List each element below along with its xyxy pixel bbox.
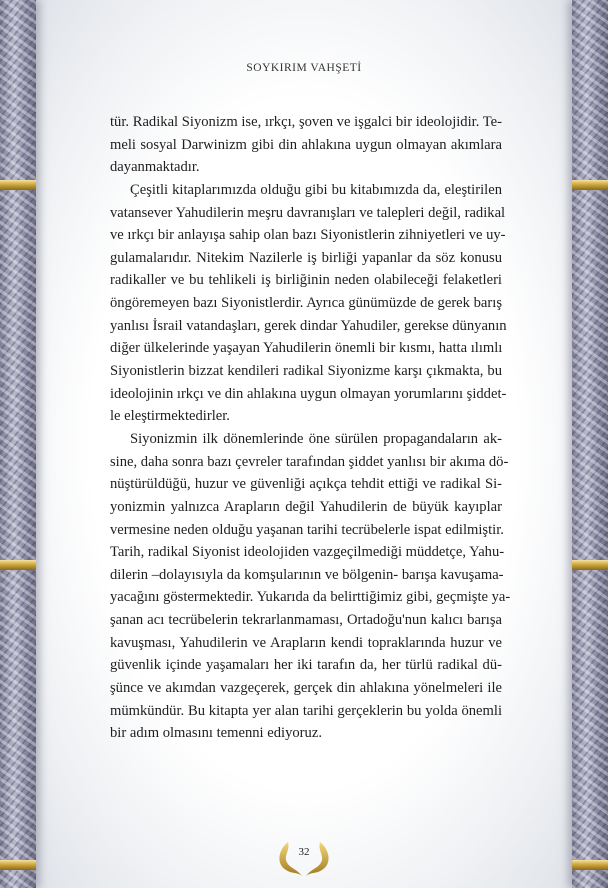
- text-line: diğer ülkelerinde yaşayan Yahudilerin önemli bir kısmı, hatta ılımlı: [110, 340, 503, 357]
- left-marble-pillar: [0, 0, 36, 888]
- text-line: güvenlik içinde yaşamaları her iki tarafın da, her türlü radikal dü-: [110, 657, 502, 674]
- text-line: yanlısı İsrail vatandaşları, gerek dindar Yahudiler, gerekse dünyanın: [110, 317, 507, 334]
- text-line: yacağını göstermektedir. Yukarıda da belirttiğimiz gibi, geçmişte ya-: [110, 589, 511, 606]
- text-line: vermesine neden olduğu yaşanan tarihi tecrübelerle ispat edilmiştir.: [110, 521, 504, 538]
- text-line: şünce ve akımdan vazgeçerek, gerçek din ahlakına yönelmeleri ile: [110, 680, 502, 697]
- body-text: [110, 111, 511, 745]
- running-header: SOYKIRIM VAHŞETİ: [246, 62, 362, 74]
- text-line: Tarih, radikal Siyonist ideolojiden vazgeçilmediği müddetçe, Yahu-: [110, 544, 505, 561]
- gold-ornament-icon: [270, 838, 338, 878]
- right-marble-pillar: [572, 0, 608, 888]
- text-line: Siyonizmin ilk dönemlerinde öne sürülen propagandaların ak-: [130, 430, 502, 447]
- text-line: dayanmaktadır.: [110, 159, 200, 176]
- text-line: sine, daha sonra bazı çevreler tarafından şiddet yanlısı bir akıma dö-: [110, 453, 509, 470]
- text-line: şanan acı tecrübelerin tekrarlanmaması, Ortadoğu'nun kalıcı barışa: [110, 612, 502, 629]
- text-line: mümkündür. Bu kitapta yer alan tarihi gerçeklerin bu yolda önemli: [110, 702, 502, 719]
- text-line: dilerin –dolayısıyla da komşularının ve bölgenin- barışa kavuşama-: [110, 566, 504, 583]
- text-line: tür. Radikal Siyonizm ise, ırkçı, şoven ve işgalci bir ideolojidir. Te-: [110, 114, 502, 130]
- text-line: öngöremeyen bazı Siyonistlerdir. Ayrıca günümüzde de gerek barış: [110, 295, 502, 312]
- page-folio: [270, 838, 338, 878]
- text-line: bir adım olmasını temenni ediyoruz.: [110, 725, 322, 742]
- text-line: le eleştirmektedirler.: [110, 408, 230, 425]
- text-line: Çeşitli kitaplarımızda olduğu gibi bu kitabımızda da, eleştirilen: [130, 181, 502, 198]
- text-line: nüştürüldüğü, huzur ve güvenliği açıkça tehdit ettiği ve radikal Si-: [110, 476, 502, 493]
- text-line: gulamalarıdır. Nitekim Nazilerle iş birliği yapanlar da söz konusu: [110, 249, 502, 266]
- text-line: kavuşması, Yahudilerin ve Arapların kendi topraklarında huzur ve: [110, 634, 502, 651]
- text-line: ve ırkçı bir anlayışa sahip olan bazı Siyonistlerin zihniyetleri ve uy-: [110, 227, 506, 244]
- page-number: 32: [298, 846, 310, 858]
- text-line: radikaller ve bu tehlikeli iş birliğinin neden olabileceği felaketleri: [110, 272, 502, 289]
- text-line: Siyonistlerin bizzat kendileri radikal Siyonizme karşı çıkmakta, bu: [110, 363, 502, 380]
- text-line: vatansever Yahudilerin meşru davranışları ve talepleri değil, radikal: [110, 204, 506, 221]
- text-line: yonizmin yalnızca Arapların değil Yahudilerin de büyük kayıplar: [110, 498, 502, 515]
- text-line: ideolojinin ırkçı ve din ahlakına uygun olmayan yorumlarını şiddet-: [110, 385, 507, 402]
- text-line: meli sosyal Darwinizm gibi din ahlakına uygun olmayan akımlara: [110, 136, 502, 153]
